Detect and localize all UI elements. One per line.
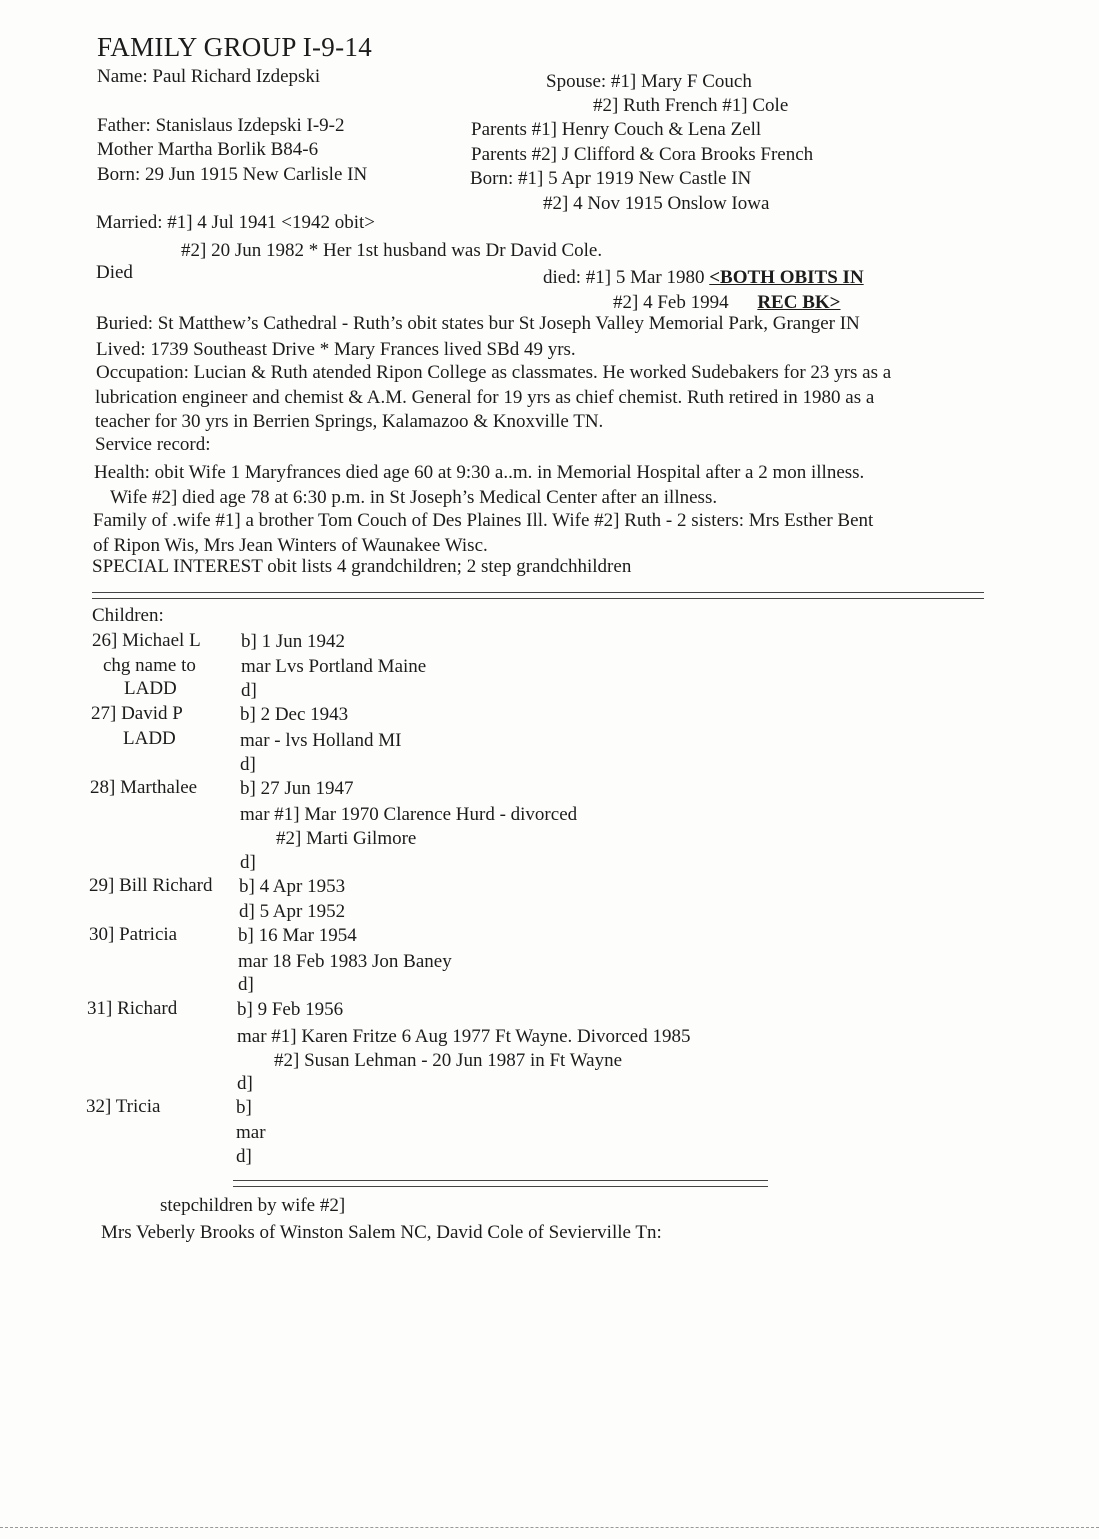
mother-field: Mother Martha Borlik B84-6 <box>97 139 319 160</box>
stepchildren-label: stepchildren by wife #2] <box>160 1195 346 1216</box>
child-death: d] <box>236 1146 252 1167</box>
child-marriage: mar Lvs Portland Maine <box>241 656 427 677</box>
father-field: Father: Stanislaus Izdepski I-9-2 <box>97 115 345 136</box>
family-line2: of Ripon Wis, Mrs Jean Winters of Waunakee Wisc. <box>93 535 488 556</box>
child-name: 30] Patricia <box>89 924 178 945</box>
occupation-line2: lubrication engineer and chemist & A.M. General for 19 yrs as chief chemist. Ruth retired in 1980 as a <box>95 387 875 408</box>
separator-rule-2 <box>233 1180 768 1187</box>
page-title: FAMILY GROUP I-9-14 <box>97 32 372 62</box>
child-name: 26] Michael L <box>92 630 201 651</box>
child-marriage: mar - lvs Holland MI <box>240 730 402 751</box>
spouse-died1 <box>543 267 864 289</box>
child-birth: b] 9 Feb 1956 <box>237 999 344 1020</box>
children-label: Children: <box>92 605 164 626</box>
child-marriage: mar <box>236 1122 266 1143</box>
child-death: d] <box>240 754 256 775</box>
child-birth: b] 27 Jun 1947 <box>240 778 354 799</box>
child-marriage: mar #1] Mar 1970 Clarence Hurd - divorced <box>240 804 578 825</box>
child-death: d] 5 Apr 1952 <box>239 901 346 922</box>
spouse-line1: Spouse: #1] Mary F Couch <box>546 71 752 92</box>
child-note: LADD <box>124 678 177 699</box>
spouse-line2: #2] Ruth French #1] Cole <box>593 95 789 116</box>
lived-field: Lived: 1739 Southeast Drive * Mary Frances lived SBd 49 yrs. <box>96 339 576 360</box>
child-birth: b] 16 Mar 1954 <box>238 925 357 946</box>
child-death: d] <box>237 1073 253 1094</box>
spouse-parents2: Parents #2] J Clifford & Cora Brooks French <box>471 144 814 165</box>
died-label: Died <box>96 262 133 283</box>
special-interest: SPECIAL INTEREST obit lists 4 grandchildren; 2 step grandchhildren <box>92 556 632 577</box>
child-death: d] <box>240 852 256 873</box>
child-birth: b] 1 Jun 1942 <box>241 631 345 652</box>
obits-note: <BOTH OBITS IN <box>709 267 864 288</box>
separator-rule <box>92 592 984 599</box>
spouse-died2 <box>613 292 840 314</box>
health-line2: Wife #2] died age 78 at 6:30 p.m. in St Joseph’s Medical Center after an illness. <box>110 487 718 508</box>
stepchildren-list: Mrs Veberly Brooks of Winston Salem NC, David Cole of Sevierville Tn: <box>101 1222 662 1243</box>
child-name: 32] Tricia <box>86 1096 161 1117</box>
child-marriage-2: #2] Susan Lehman - 20 Jun 1987 in Ft Wayne <box>274 1050 623 1071</box>
child-name: 28] Marthalee <box>90 777 198 798</box>
buried-field: Buried: St Matthew’s Cathedral - Ruth’s obit states bur St Joseph Valley Memorial Park, Granger IN <box>96 313 860 334</box>
child-name: 29] Bill Richard <box>89 875 213 896</box>
child-marriage: mar 18 Feb 1983 Jon Baney <box>238 951 452 972</box>
rec-bk-note: REC BK> <box>757 292 841 313</box>
child-marriage-2: #2] Marti Gilmore <box>276 828 417 849</box>
child-note: LADD <box>123 728 176 749</box>
child-birth: b] 2 Dec 1943 <box>240 704 349 725</box>
child-marriage: mar #1] Karen Fritze 6 Aug 1977 Ft Wayne. Divorced 1985 <box>237 1026 691 1047</box>
spouse-died1-date: died: #1] 5 Mar 1980 <box>543 267 705 288</box>
married-2: #2] 20 Jun 1982 * Her 1st husband was Dr David Cole. <box>181 240 603 261</box>
spouse-died2-date: #2] 4 Feb 1994 <box>613 292 729 313</box>
child-death: d] <box>241 680 257 701</box>
spouse-parents1: Parents #1] Henry Couch & Lena Zell <box>471 119 762 140</box>
health-line1: Health: obit Wife 1 Maryfrances died age 60 at 9:30 a..m. in Memorial Hospital after a 2 mon illness. <box>94 462 865 483</box>
child-death: d] <box>238 974 254 995</box>
child-note: chg name to <box>103 655 196 676</box>
child-birth: b] <box>236 1097 252 1118</box>
child-name: 31] Richard <box>87 998 178 1019</box>
born-field: Born: 29 Jun 1915 New Carlisle IN <box>97 164 368 185</box>
occupation-line1: Occupation: Lucian & Ruth atended Ripon College as classmates. He worked Sudebakers for 23 yrs as a <box>96 362 892 383</box>
service-record: Service record: <box>95 434 211 455</box>
spouse-born2: #2] 4 Nov 1915 Onslow Iowa <box>543 193 770 214</box>
married-1: Married: #1] 4 Jul 1941 <1942 obit> <box>96 212 375 233</box>
child-birth: b] 4 Apr 1953 <box>239 876 346 897</box>
name-field: Name: Paul Richard Izdepski <box>97 66 321 87</box>
spouse-born1: Born: #1] 5 Apr 1919 New Castle IN <box>470 168 752 189</box>
child-name: 27] David P <box>91 703 183 724</box>
family-line1: Family of .wife #1] a brother Tom Couch of Des Plaines Ill. Wife #2] Ruth - 2 sisters: Mrs Esther Bent <box>93 510 874 531</box>
scan-edge-line <box>0 1527 1099 1529</box>
occupation-line3: teacher for 30 yrs in Berrien Springs, Kalamazoo & Knoxville TN. <box>95 411 604 432</box>
